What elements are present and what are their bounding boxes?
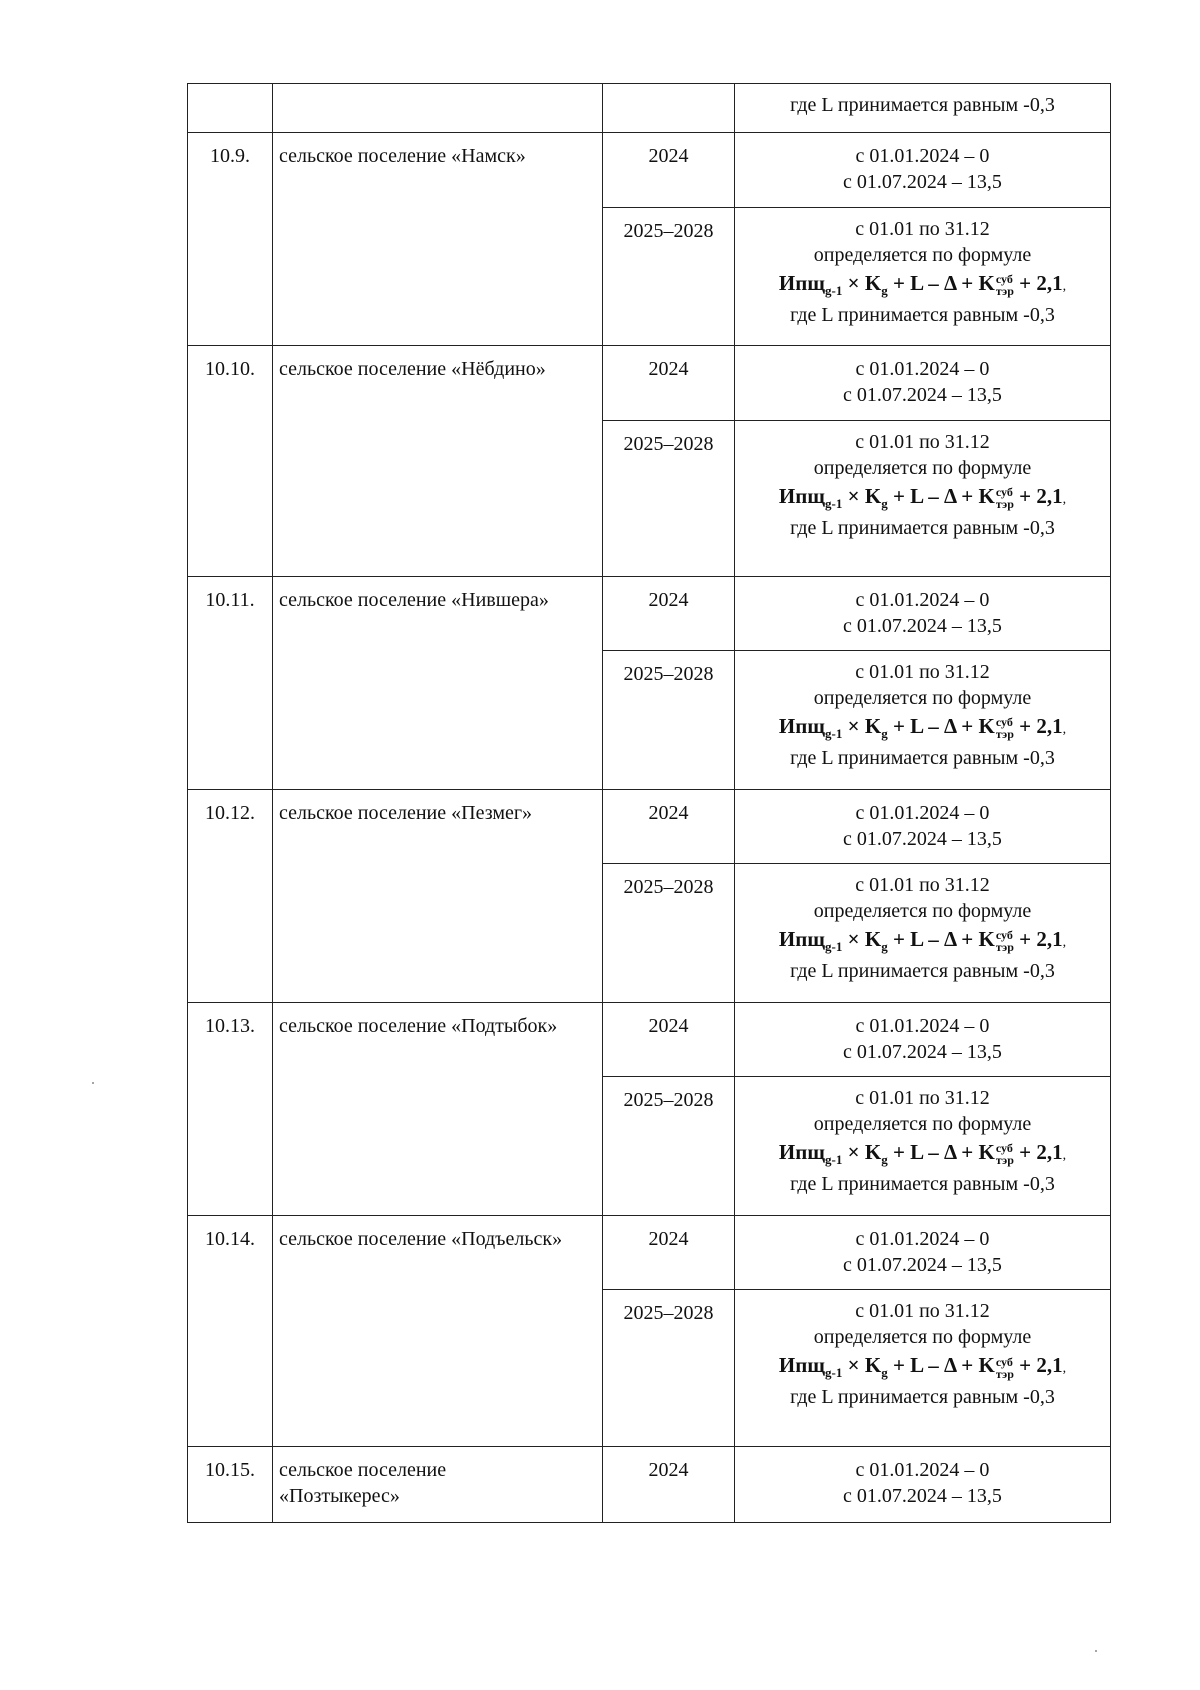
- value-line: с 01.01.2024 – 0: [855, 145, 990, 168]
- settlement-name-line: «Позтыкерес»: [279, 1484, 400, 1507]
- formula: $Ипщ_{g-1} \times K_g + L - \Delta + K$ суб тэр + 2,1,: [778, 1140, 1067, 1168]
- value-line: с 01.07.2024 – 13,5: [843, 1254, 1002, 1277]
- formula: $Ипщ_{g-1} \times K_g + L - \Delta + K$ суб тэр + 2,1,: [778, 483, 1067, 511]
- row-number: 10.15.: [188, 1446, 273, 1522]
- value-cell: [735, 1290, 1111, 1446]
- row-number: 10.11.: [188, 577, 273, 790]
- settlement-name: сельское поселение «Нёбдино»: [273, 346, 603, 577]
- year-cell: 2024: [603, 1003, 735, 1077]
- value-line: с 01.07.2024 – 13,5: [843, 615, 1002, 638]
- year-cell: 2024: [603, 790, 735, 864]
- value-cell: [735, 84, 1111, 133]
- value-cell: [735, 864, 1111, 1003]
- value-line: с 01.01.2024 – 0: [855, 802, 990, 825]
- settlement-name: сельское поселение «Нившера»: [273, 577, 603, 790]
- value-cell: [735, 346, 1111, 420]
- value-line: с 01.07.2024 – 13,5: [843, 1484, 1002, 1507]
- value-line: с 01.01.2024 – 0: [855, 1015, 990, 1038]
- value-cell: [735, 133, 1111, 207]
- formula: $Ипщ_{g-1} \times K_g + L - \Delta + K$ суб тэр + 2,1,: [778, 270, 1067, 298]
- value-line: где L принимается равным -0,3: [790, 1386, 1055, 1409]
- value-line: где L принимается равным -0,3: [790, 94, 1055, 116]
- value-line: с 01.01.2024 – 0: [855, 1228, 990, 1251]
- value-line: определяется по формуле: [813, 1113, 1032, 1136]
- row-number: 10.12.: [188, 790, 273, 1003]
- tariff-table-page: [187, 83, 1110, 1523]
- year-cell: 2024: [603, 1216, 735, 1290]
- value-line: с 01.01 по 31.12: [855, 1300, 990, 1323]
- number-cell: [188, 84, 273, 133]
- table-row: [188, 790, 1111, 864]
- value-line: с 01.07.2024 – 13,5: [843, 1041, 1002, 1064]
- value-line: где L принимается равным -0,3: [790, 960, 1055, 983]
- value-line: определяется по формуле: [813, 900, 1032, 923]
- value-line: с 01.07.2024 – 13,5: [843, 828, 1002, 851]
- value-line: с 01.01 по 31.12: [855, 217, 990, 240]
- settlement-name: сельское поселение «Пезмег»: [273, 790, 603, 1003]
- value-cell: [735, 651, 1111, 790]
- year-cell: 2024: [603, 346, 735, 420]
- value-cell: [735, 577, 1111, 651]
- table-row: [188, 1003, 1111, 1077]
- value-line: с 01.01.2024 – 0: [855, 1458, 990, 1481]
- name-cell: [273, 84, 603, 133]
- value-line: где L принимается равным -0,3: [790, 303, 1055, 326]
- settlement-name: сельское поселение «Подъельск»: [273, 1216, 603, 1447]
- settlement-name: сельское поселение «Намск»: [273, 133, 603, 346]
- value-line: с 01.07.2024 – 13,5: [843, 384, 1002, 407]
- value-line: определяется по формуле: [813, 1326, 1032, 1349]
- settlement-name: [273, 1446, 603, 1522]
- year-cell: 2025–2028: [603, 420, 735, 576]
- row-number: 10.13.: [188, 1003, 273, 1216]
- value-line: с 01.01 по 31.12: [855, 430, 990, 453]
- value-line: с 01.01 по 31.12: [855, 874, 990, 897]
- formula: $Ипщ_{g-1} \times K_g + L - \Delta + K$ суб тэр + 2,1,: [778, 714, 1067, 742]
- value-cell: [735, 790, 1111, 864]
- year-cell: [603, 84, 735, 133]
- value-line: определяется по формуле: [813, 243, 1032, 266]
- year-cell: 2025–2028: [603, 1077, 735, 1216]
- value-line: с 01.01 по 31.12: [855, 1087, 990, 1110]
- table-row: [188, 577, 1111, 651]
- value-line: где L принимается равным -0,3: [790, 1173, 1055, 1196]
- value-line: определяется по формуле: [813, 687, 1032, 710]
- row-number: 10.14.: [188, 1216, 273, 1447]
- value-line: где L принимается равным -0,3: [790, 516, 1055, 539]
- settlement-name: сельское поселение «Подтыбок»: [273, 1003, 603, 1216]
- formula: $Ипщ_{g-1} \times K_g + L - \Delta + K$ суб тэр + 2,1,: [778, 927, 1067, 955]
- value-line: с 01.01 по 31.12: [855, 661, 990, 684]
- table-row-continuation: [188, 84, 1111, 133]
- table-row: [188, 133, 1111, 207]
- value-cell: [735, 1077, 1111, 1216]
- value-line: определяется по формуле: [813, 456, 1032, 479]
- value-line: с 01.01.2024 – 0: [855, 589, 990, 612]
- year-cell: 2024: [603, 133, 735, 207]
- year-cell: 2025–2028: [603, 651, 735, 790]
- value-line: с 01.01.2024 – 0: [855, 358, 990, 381]
- table-row: [188, 1446, 1111, 1522]
- row-number: 10.9.: [188, 133, 273, 346]
- value-cell: [735, 1446, 1111, 1522]
- value-cell: [735, 1216, 1111, 1290]
- formula: $Ипщ_{g-1} \times K_g + L - \Delta + K$ суб тэр + 2,1,: [778, 1353, 1067, 1381]
- scan-speck: [1095, 1650, 1097, 1652]
- value-cell: [735, 1003, 1111, 1077]
- year-cell: 2024: [603, 1446, 735, 1522]
- value-cell: [735, 420, 1111, 576]
- value-line: с 01.07.2024 – 13,5: [843, 171, 1002, 194]
- year-cell: 2025–2028: [603, 1290, 735, 1446]
- year-cell: 2025–2028: [603, 207, 735, 346]
- value-line: где L принимается равным -0,3: [790, 747, 1055, 770]
- year-cell: 2025–2028: [603, 864, 735, 1003]
- scan-speck: [92, 1082, 94, 1084]
- table-row: [188, 1216, 1111, 1290]
- settlement-name-line: сельское поселение: [279, 1458, 447, 1481]
- table-row: [188, 346, 1111, 420]
- tariff-table: [187, 83, 1111, 1523]
- value-cell: [735, 207, 1111, 346]
- year-cell: 2024: [603, 577, 735, 651]
- row-number: 10.10.: [188, 346, 273, 577]
